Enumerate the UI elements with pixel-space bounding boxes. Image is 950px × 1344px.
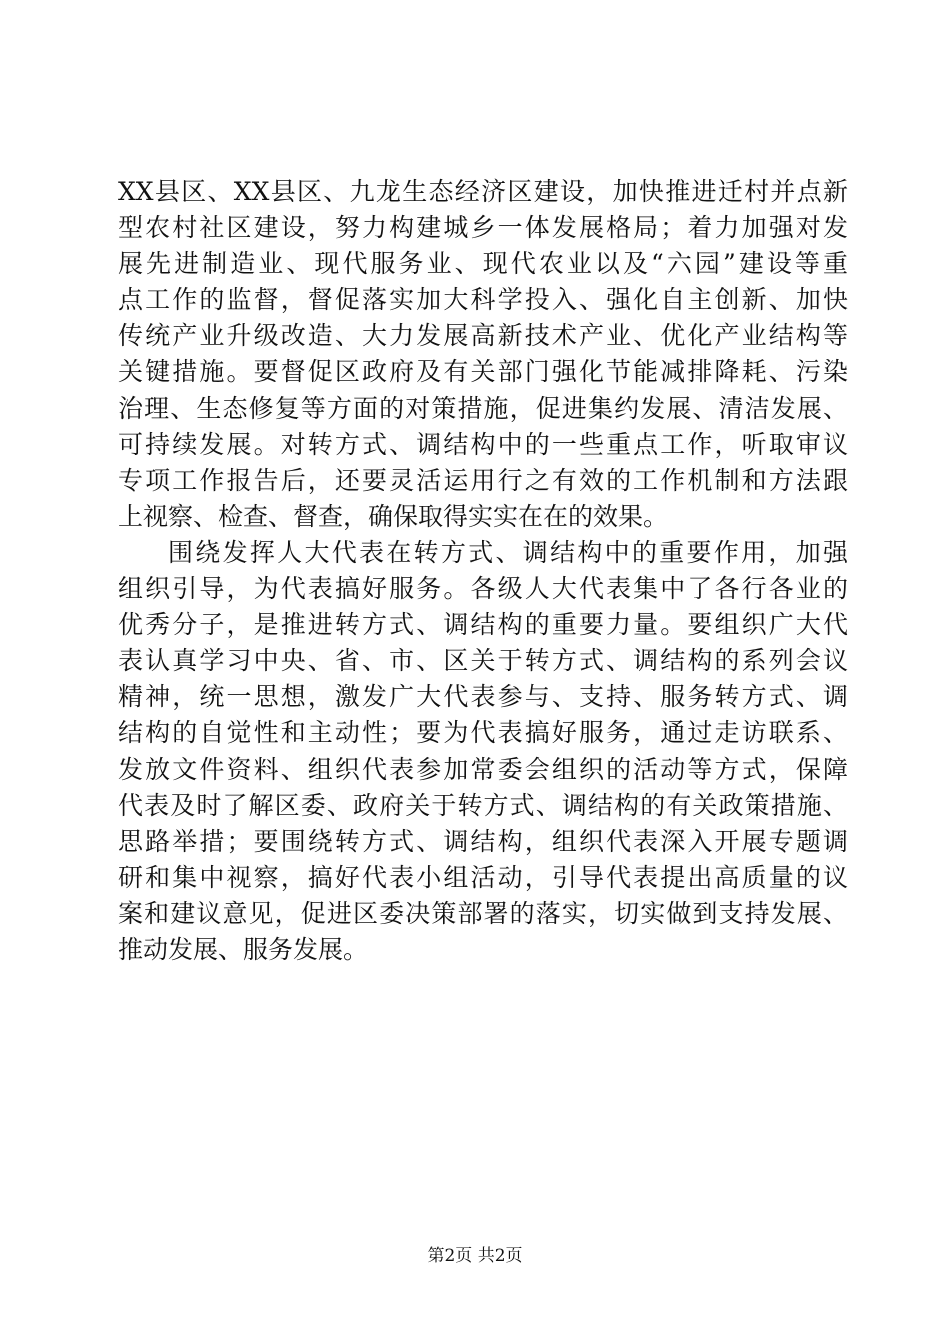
text-line: 专项工作报告后，还要灵活运用行之有效的工作机制和方法跟 — [118, 465, 848, 495]
text-line: 精神，统一思想，激发广大代表参与、支持、服务转方式、调 — [118, 682, 848, 712]
text-line: 优秀分子，是推进转方式、调结构的重要力量。要组织广大代 — [118, 610, 848, 640]
text-line: 推动发展、服务发展。 — [118, 934, 369, 964]
text-line: 代表及时了解区委、政府关于转方式、调结构的有关政策措施、 — [118, 790, 848, 820]
paragraph-1 — [118, 174, 848, 535]
text-line: XX县区、XX县区、九龙生态经济区建设，加快推进迁村并点新 — [118, 177, 848, 206]
text-line: 点工作的监督，督促落实加大科学投入、强化自主创新、加快 — [118, 285, 848, 315]
text-line: 围绕发挥人大代表在转方式、调结构中的重要作用，加强 — [168, 537, 848, 567]
text-line: 组织引导，为代表搞好服务。各级人大代表集中了各行各业的 — [118, 574, 848, 604]
paragraph-2 — [118, 535, 848, 968]
text-line: 关键措施。要督促区政府及有关部门强化节能减排降耗、污染 — [118, 357, 848, 387]
page-number: 第2页 共2页 — [427, 1246, 523, 1266]
text-line: 展先进制造业、现代服务业、现代农业以及“六园”建设等重 — [118, 249, 848, 279]
text-line: 治理、生态修复等方面的对策措施，促进集约发展、清洁发展、 — [118, 393, 848, 423]
text-line: 发放文件资料、组织代表参加常委会组织的活动等方式，保障 — [118, 754, 848, 784]
text-line: 案和建议意见，促进区委决策部署的落实，切实做到支持发展、 — [118, 898, 848, 928]
text-line: 结构的自觉性和主动性；要为代表搞好服务，通过走访联系、 — [118, 718, 848, 748]
text-line: 表认真学习中央、省、市、区关于转方式、调结构的系列会议 — [118, 646, 848, 676]
page-footer — [0, 1244, 950, 1268]
text-line: 可持续发展。对转方式、调结构中的一些重点工作，听取审议 — [118, 429, 848, 459]
text-line: 型农村社区建设，努力构建城乡一体发展格局；着力加强对发 — [118, 213, 848, 243]
text-line: 传统产业升级改造、大力发展高新技术产业、优化产业结构等 — [118, 321, 848, 351]
text-line: 思路举措；要围绕转方式、调结构，组织代表深入开展专题调 — [118, 826, 848, 856]
text-line: 研和集中视察，搞好代表小组活动，引导代表提出高质量的议 — [118, 862, 848, 892]
text-line: 上视察、检查、督查，确保取得实实在在的效果。 — [118, 501, 669, 531]
body-text — [118, 174, 848, 968]
